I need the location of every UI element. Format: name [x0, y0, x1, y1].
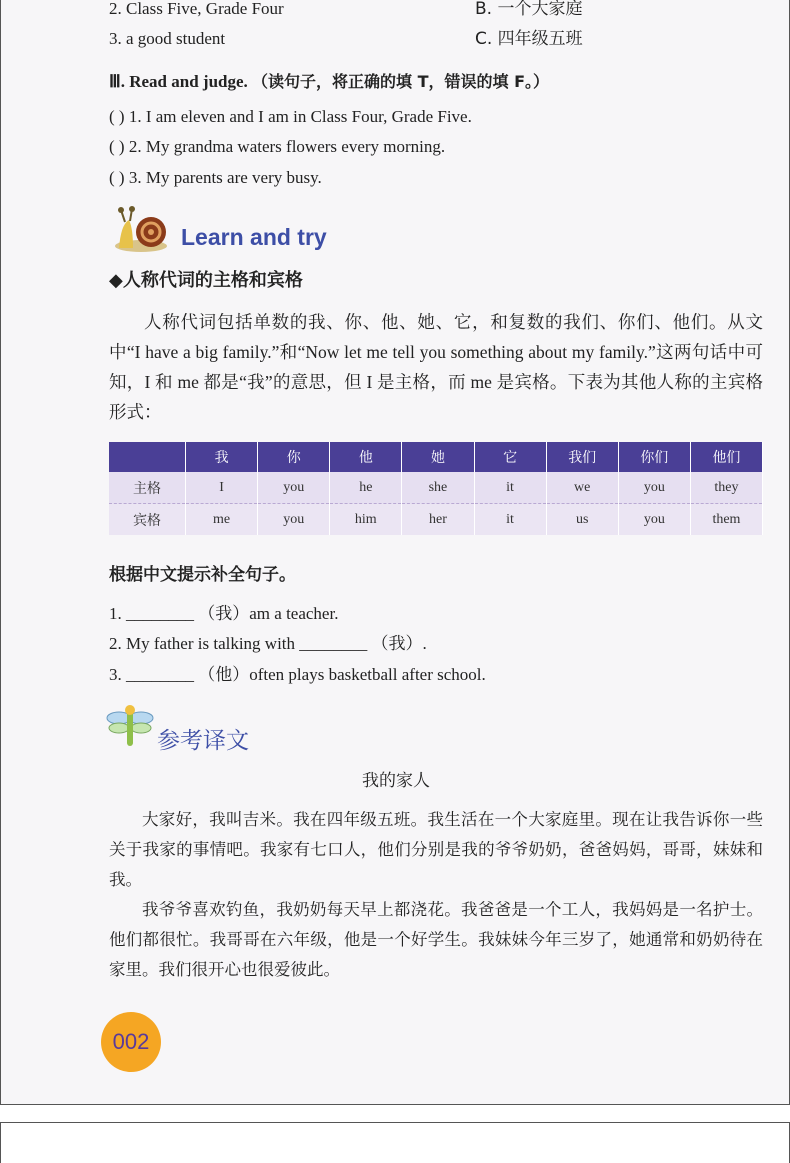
translation-body [109, 805, 763, 985]
section3-title-en: Ⅲ. Read and judge. [109, 72, 248, 91]
table-cell: her [402, 504, 474, 536]
table-row-header: 主格 [109, 472, 186, 504]
matching-right-c: C. 四年级五班 [475, 29, 583, 49]
learn-paragraph-text: 人称代词包括单数的我、你、他、她、它，和复数的我们、你们、他们。从文中“I have a big family.”和“Now let me tell you something about my family.”这两句话中可知，I 和 me 都是“我”的意思，但 I 是主格，而 me 是宾格。下表为其他人称的主宾格形式： [109, 312, 763, 422]
table-cell: they [690, 472, 762, 504]
table-header-cell: 你 [258, 442, 330, 472]
table-cell: him [330, 504, 402, 536]
learn-subheading: ◆人称代词的主格和宾格 [109, 270, 303, 291]
table-row [109, 472, 763, 504]
table-cell: he [330, 472, 402, 504]
exercise-title: 根据中文提示补全句子。 [109, 565, 296, 585]
matching-left-2: 2. Class Five, Grade Four [109, 0, 284, 18]
table-cell: them [690, 504, 762, 536]
table-header-cell: 它 [474, 442, 546, 472]
table-header-cell: 她 [402, 442, 474, 472]
table-cell: us [546, 504, 618, 536]
judge-item-1 [109, 106, 472, 128]
judge-blank: ( ) [109, 168, 125, 187]
table-cell: it [474, 472, 546, 504]
table-cell: you [258, 472, 330, 504]
snail-icon [111, 204, 175, 254]
translation-paragraph-2: 我爷爷喜欢钓鱼，我奶奶每天早上都浇花。我爸爸是一个工人，我妈妈是一名护士。他们都很忙。我哥哥在六年级，他是一个好学生。我妹妹今年三岁了，她通常和奶奶待在家里。我们很开心也很爱彼此。 [109, 900, 763, 979]
table-cell: we [546, 472, 618, 504]
table-cell: it [474, 504, 546, 536]
table-header-corner [109, 442, 186, 472]
table-header-cell: 他 [330, 442, 402, 472]
judge-text: 1. I am eleven and I am in Class Four, Grade Five. [128, 107, 472, 126]
judge-item-3 [109, 167, 322, 189]
judge-item-2 [109, 136, 445, 158]
page-number-badge: 002 [101, 1012, 161, 1072]
table-cell: I [186, 472, 258, 504]
matching-right-b: B. 一个大家庭 [475, 0, 583, 19]
section3-title [109, 71, 549, 93]
exercise-item-2: 2. My father is talking with ________ （我）. [109, 634, 427, 653]
table-header-cell: 你们 [618, 442, 690, 472]
learn-heading: Learn and try [181, 224, 327, 250]
table-row-header: 宾格 [109, 504, 186, 536]
table-cell: you [618, 504, 690, 536]
table-header-cell: 他们 [690, 442, 762, 472]
table-cell: you [258, 504, 330, 536]
table-cell: she [402, 472, 474, 504]
matching-left-3: 3. a good student [109, 29, 226, 48]
table-header-cell: 我们 [546, 442, 618, 472]
table-row [109, 504, 763, 536]
pronoun-table [109, 442, 763, 535]
table-header-row [109, 442, 763, 472]
judge-blank: ( ) [109, 107, 125, 126]
exercise-item-1: 1. ________ （我）am a teacher. [109, 604, 339, 623]
dragonfly-icon [105, 704, 155, 748]
learn-paragraph [109, 307, 763, 427]
exercise-item-3: 3. ________ （他）often plays basketball after school. [109, 665, 486, 684]
translation-title: 我的家人 [362, 771, 430, 791]
table-header-cell: 我 [186, 442, 258, 472]
translation-heading: 参考译文 [157, 728, 249, 754]
judge-blank: ( ) [109, 137, 125, 156]
judge-text: 3. My parents are very busy. [128, 168, 322, 187]
next-page-edge [0, 1122, 790, 1163]
section3-title-zh: （读句子，将正确的填 T，错误的填 F。） [252, 72, 550, 91]
judge-text: 2. My grandma waters flowers every morning. [128, 137, 446, 156]
table-cell: me [186, 504, 258, 536]
table-cell: you [618, 472, 690, 504]
translation-paragraph-1: 大家好，我叫吉米。我在四年级五班。我生活在一个大家庭里。现在让我告诉你一些关于我家的事情吧。我家有七口人，他们分别是我的爷爷奶奶，爸爸妈妈，哥哥，妹妹和我。 [109, 810, 763, 889]
